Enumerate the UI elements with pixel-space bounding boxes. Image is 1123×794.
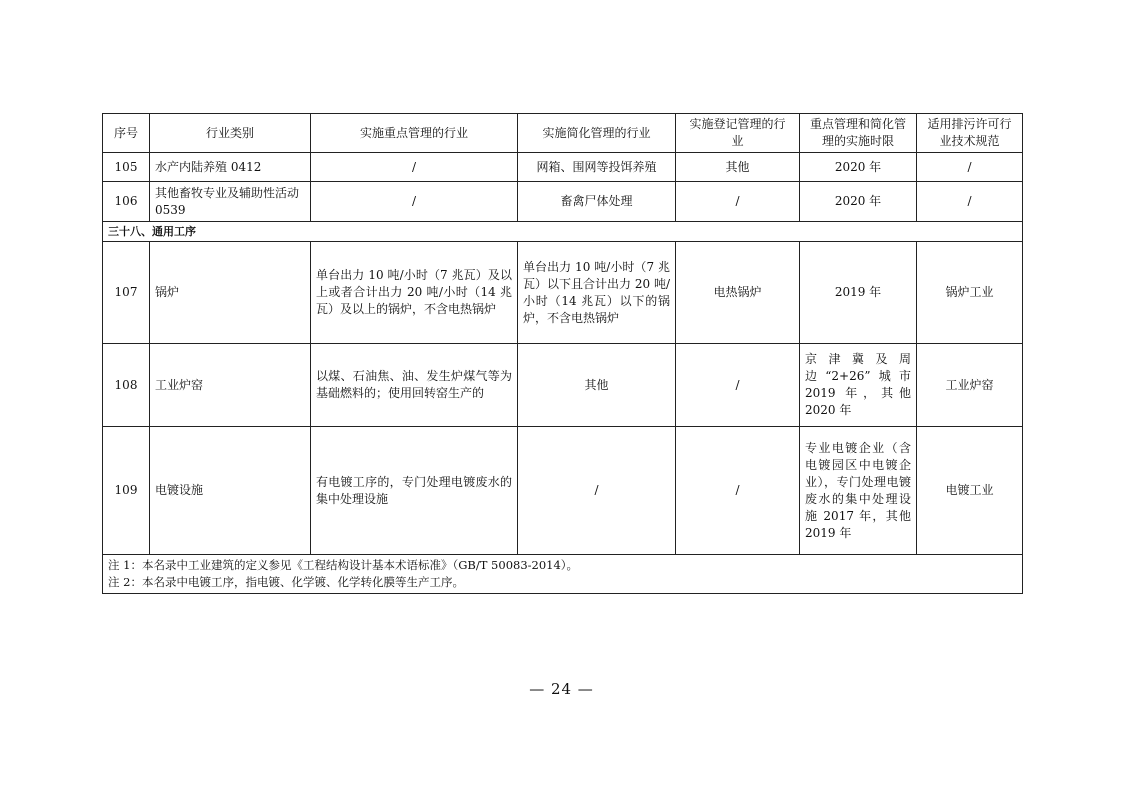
key-management: /	[311, 153, 518, 182]
row-number: 105	[103, 153, 150, 182]
section-title: 三十八、通用工序	[103, 222, 1023, 242]
registration-management: /	[676, 427, 800, 555]
note-1: 注 1：本名录中工业建筑的定义参见《工程结构设计基本术语标准》（GB/T 50083-2014）。	[108, 558, 579, 572]
industry-category: 工业炉窑	[150, 344, 311, 427]
key-management: /	[311, 182, 518, 222]
note-2: 注 2：本名录中电镀工序，指电镀、化学镀、化学转化膜等生产工序。	[108, 575, 464, 589]
registration-management: /	[676, 182, 800, 222]
row-number: 107	[103, 242, 150, 344]
key-management: 有电镀工序的，专门处理电镀废水的集中处理设施	[311, 427, 518, 555]
header-cell: 实施登记管理的行 业	[676, 114, 800, 153]
technical-standard: 电镀工业	[917, 427, 1023, 555]
table-row	[103, 242, 1023, 344]
notes-cell	[103, 555, 1023, 594]
header-cell: 实施简化管理的行业	[518, 114, 676, 153]
row-number: 108	[103, 344, 150, 427]
section-row	[103, 222, 1023, 242]
header-cell: 重点管理和简化管理的实施时限	[800, 114, 917, 153]
technical-standard: /	[917, 153, 1023, 182]
simplified-management: 网箱、围网等投饵养殖	[518, 153, 676, 182]
deadline: 2020 年	[800, 153, 917, 182]
header-cell: 序号	[103, 114, 150, 153]
header-cell: 实施重点管理的行业	[311, 114, 518, 153]
deadline: 2020 年	[800, 182, 917, 222]
row-number: 109	[103, 427, 150, 555]
technical-standard: 锅炉工业	[917, 242, 1023, 344]
technical-standard: 工业炉窑	[917, 344, 1023, 427]
table-header-row	[103, 114, 1023, 153]
industry-category: 锅炉	[150, 242, 311, 344]
registration-management: 电热锅炉	[676, 242, 800, 344]
table-row	[103, 344, 1023, 427]
simplified-management: 单台出力 10 吨/小时（7 兆瓦）以下且合计出力 20 吨/小时（14 兆瓦）以下的锅炉，不含电热锅炉	[518, 242, 676, 344]
technical-standard: /	[917, 182, 1023, 222]
deadline: 京津冀及周边“2+26”城市 2019 年，其他 2020 年	[800, 344, 917, 427]
industry-category: 电镀设施	[150, 427, 311, 555]
registration-management: 其他	[676, 153, 800, 182]
header-cell: 适用排污许可行业技术规范	[917, 114, 1023, 153]
industry-category: 其他畜牧专业及辅助性活动 0539	[150, 182, 311, 222]
table-row	[103, 182, 1023, 222]
deadline: 2019 年	[800, 242, 917, 344]
page-number: — 24 —	[529, 680, 594, 698]
deadline: 专业电镀企业（含电镀园区中电镀企业），专门处理电镀废水的集中处理设施 2017 年，其他 2019 年	[800, 427, 917, 555]
row-number: 106	[103, 182, 150, 222]
key-management: 以煤、石油焦、油、发生炉煤气等为基础燃料的；使用回转窑生产的	[311, 344, 518, 427]
industry-category: 水产内陆养殖 0412	[150, 153, 311, 182]
key-management: 单台出力 10 吨/小时（7 兆瓦）及以上或者合计出力 20 吨/小时（14 兆瓦）及以上的锅炉，不含电热锅炉	[311, 242, 518, 344]
industry-catalog-table	[102, 113, 1023, 594]
notes-row	[103, 555, 1023, 594]
simplified-management: 其他	[518, 344, 676, 427]
header-cell: 行业类别	[150, 114, 311, 153]
simplified-management: /	[518, 427, 676, 555]
registration-management: /	[676, 344, 800, 427]
table-row	[103, 153, 1023, 182]
table-row	[103, 427, 1023, 555]
simplified-management: 畜禽尸体处理	[518, 182, 676, 222]
